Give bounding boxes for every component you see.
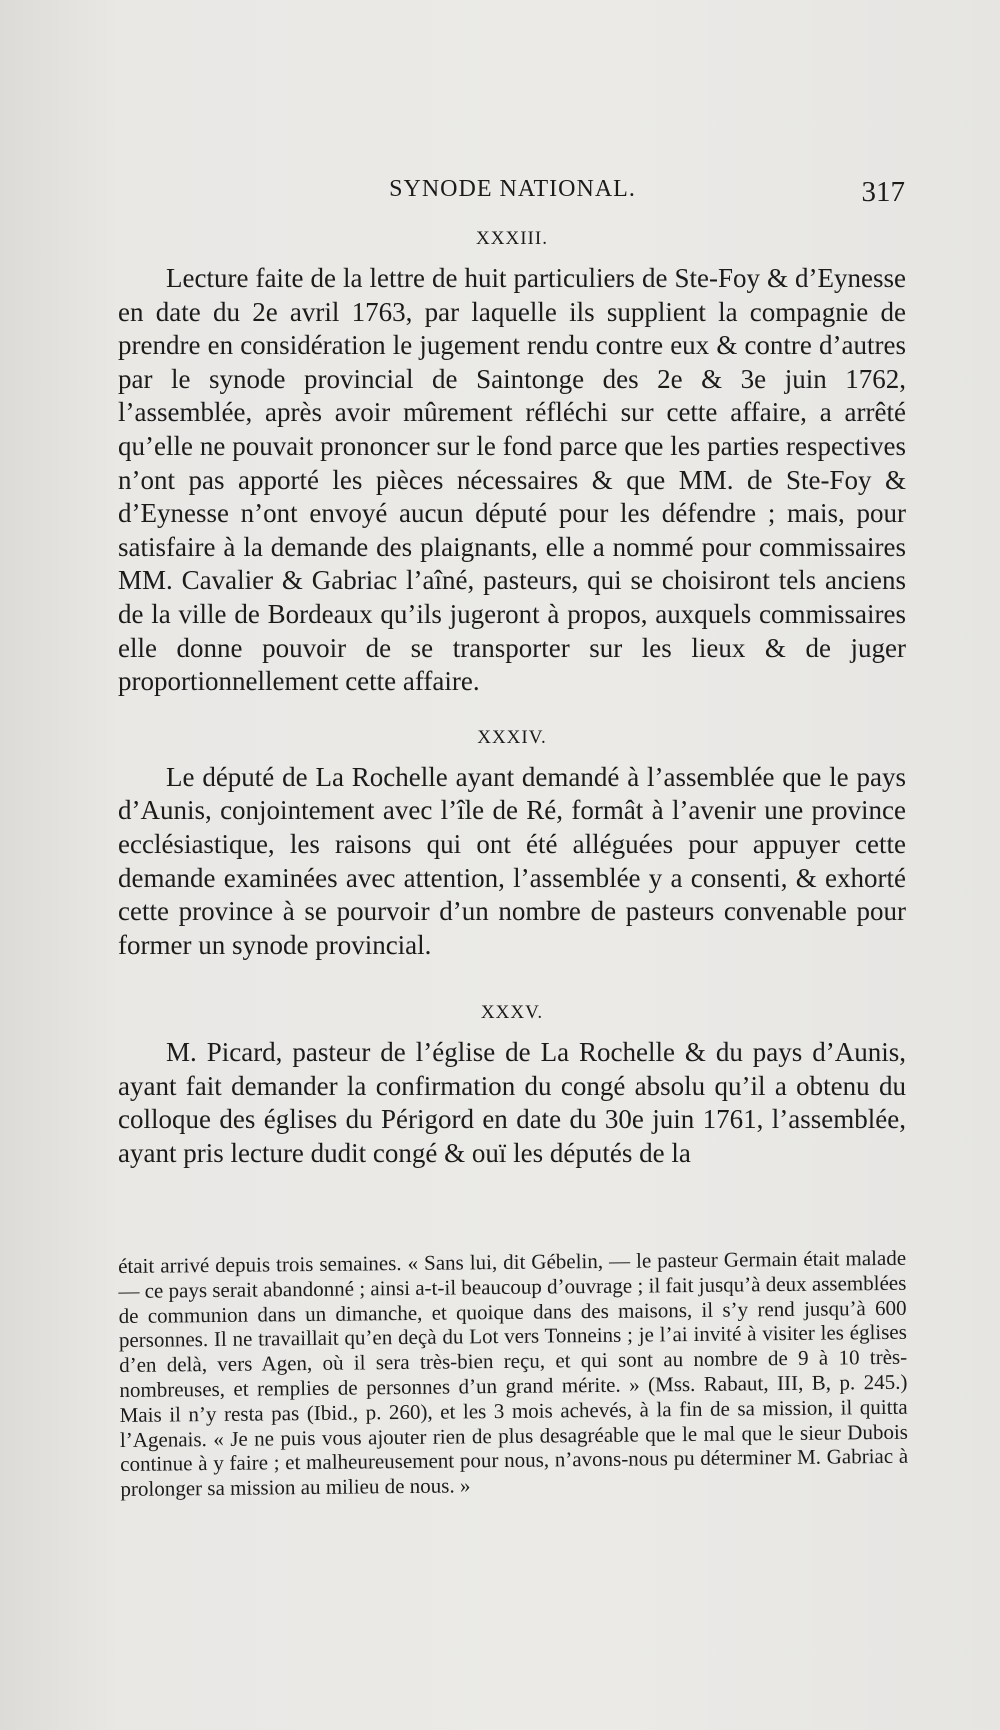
section-paragraph-xxxiii: Lecture faite de la lettre de huit particuliers de Ste-Foy & d’Eynesse en date du 2e avril 1763, par laquelle ils supplient la compagnie de prendre en considération le jugement rendu contre eux & contre d’autres par le synode provincial de Saintonge des 2e & 3e juin 1762, l’assemblée, après avoir mûrement réfléchi sur cette affaire, a arrêté qu’elle ne pouvait prononcer sur le fond parce que les parties respectives n’ont pas apporté les pièces nécessaires & que MM. de Ste-Foy & d’Eynesse n’ont envoyé aucun député pour les défendre ; mais, pour satisfaire à la demande des plaignants, elle a nommé pour commissaires MM. Cavalier & Gabriac l’aîné, pasteurs, qui se choisiront tels anciens de la ville de Bordeaux qu’ils jugeront à propos, auxquels commissaires elle donne pouvoir de se transporter sur les lieux & de juger proportionnellement cette affaire. xyxy=(118,263,906,697)
section-paragraph-xxxiv: Le député de La Rochelle ayant demandé à l’assemblée que le pays d’Aunis, conjointement avec l’île de Ré, formât à l’avenir une province ecclésiastique, les raisons qui ont été alléguées pour appuyer cette demande examinées avec attention, l’assemblée y a consenti, & exhorté cette province à se pourvoir d’un nombre de pasteurs convenable pour former un synode provincial. xyxy=(118,761,906,960)
running-title: SYNODE NATIONAL. xyxy=(389,176,636,202)
section-heading-xxxv: XXXV. xyxy=(480,1002,544,1024)
section-heading-xxxiii: XXXIII. xyxy=(476,228,548,249)
section-heading-xxxiv: XXXIV. xyxy=(477,726,547,748)
running-head xyxy=(120,176,905,216)
page-number: 317 xyxy=(861,176,905,208)
section-paragraph-xxxv: M. Picard, pasteur de l’église de La Rochelle & du pays d’Aunis, ayant fait demander la confirmation du congé absolu qu’il a obtenu du colloque des églises du Périgord en date du 30e juin 1761, l’assemblée, ayant pris lecture dudit congé & ouï les députés de la xyxy=(118,1037,906,1169)
footnote: était arrivé depuis trois semaines. « Sans lui, dit Gébelin, — le pasteur Germain était malade — ce pays serait abandonné ; ainsi a-t-il beaucoup d’ouvrage ; il fait jusqu’à deux assemblées de communion dans un dimanche, et quoique dans des maisons, il s’y rend jusqu’à 600 personnes. Il ne travaillait qu’en deçà du Lot vers Tonneins ; je l’ai invité à visiter les églises d’en delà, vers Agen, où il sera très-bien reçu, et qui sont au nombre de 9 à 10 très-nombreuses, et remplies de personnes d’un grand mérite. » (Mss. Rabaut, III, B, p. 245.) Mais il n’y resta pas (Ibid., p. 260), et les 3 mois achevés, à la fin de sa mission, il quitta l’Agenais. « Je ne puis vous ajouter rien de plus desagréable que le mal que le sieur Dubois continue à y faire ; et malheureusement pour nous, n’avons-nous pu déterminer M. Gabriac à prolonger sa mission au milieu de nous. » xyxy=(118,1245,909,1502)
main-text xyxy=(118,228,906,1171)
